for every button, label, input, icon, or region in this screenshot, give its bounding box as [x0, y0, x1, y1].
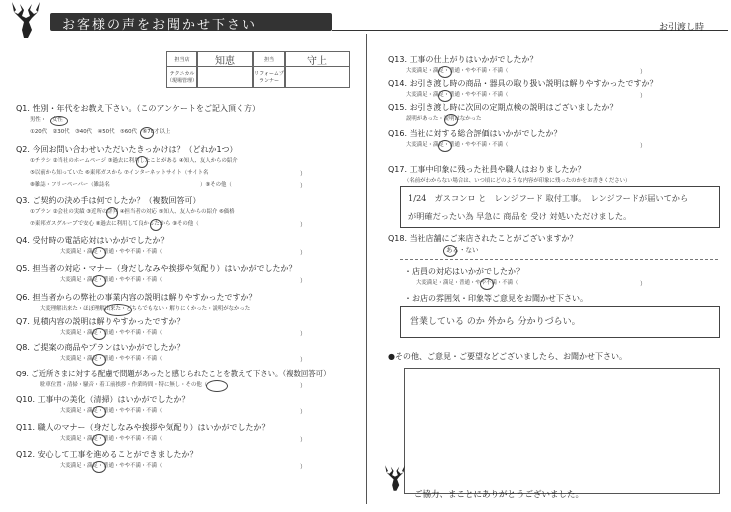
- q10-scale: 大変満足・満足・普通・やや不満・不満（: [60, 408, 163, 414]
- q5-label: Q5. 担当者の対応・マナー（身だしなみや挨拶や気配り）はいかがでしたか？: [16, 264, 297, 273]
- tech-label: テクニカル（現場管理）: [166, 66, 198, 88]
- q7-label: Q7. 見積内容の説明は解りやすかったですか？: [16, 317, 185, 326]
- q4-circle: [92, 247, 106, 259]
- q6-circle: [104, 304, 132, 316]
- q12-label: Q12. 安心して工事を進めることができましたか？: [16, 450, 198, 459]
- q17-handwriting-1: 1/24 ガスコンロ と レンジフード 取付工事。 レンジフードが届いてから: [408, 193, 689, 203]
- q9-label: Q9. ご近所さまに対する配慮で問題があったと感じられたことを教えて下さい。（複数回答可）: [16, 369, 331, 378]
- q2-opt3b: ）⑨その他（: [200, 182, 232, 188]
- q15-opts: 説明があった・説明はなかった: [406, 116, 482, 122]
- q1-gender-selected: 女性: [52, 117, 63, 123]
- q18-opts: ある・ない: [446, 246, 479, 254]
- staff-value-text: 守上: [307, 55, 327, 67]
- q4-label: Q4. 受付時の電話応対はいかがでしたか？: [16, 236, 169, 245]
- q14-label: Q14. お引き渡し時の商品・器具の取り扱い説明は解りやすかったですか？: [388, 79, 658, 88]
- header-title: お客様の声をお聞かせ下さい: [62, 18, 258, 33]
- q11-scale: 大変満足・満足・普通・やや不満・不満（: [60, 436, 163, 442]
- q8-scale: 大変満足・満足・普通・やや不満・不満（: [60, 356, 163, 362]
- q17-note: （名前がわからない場合は、いつ頃にどのような内容が印象に残ったのかをお書きください）: [404, 178, 631, 184]
- reform-label: リフォームプランナー: [252, 66, 286, 88]
- q8-label: Q8. ご提案の商品やプランはいかがでしたか？: [16, 343, 185, 352]
- q1-gender-circle: [50, 116, 68, 126]
- q3-opt1: ①プラン ②会社の実績 ③近所の評判 ④担当者の対応 ⑤知人、友人からの紹介 ⑥価格: [30, 209, 235, 215]
- q18a-label: ・店員の対応はいかがでしたか？: [404, 267, 524, 276]
- q14-scale: 大変満足・満足・普通・やや不満・不満（: [406, 92, 509, 98]
- staff-value: [284, 51, 350, 67]
- q2-paren1: ）: [300, 171, 307, 178]
- other-label: ●その他、ご意見・ご要望などございましたら、お聞かせ下さい。: [388, 352, 627, 361]
- q11-paren: ）: [300, 437, 307, 444]
- q10-label: Q10. 工事中の美化（清掃）はいかがでしたか？: [16, 395, 190, 404]
- q9-circle: [206, 380, 228, 392]
- q14-circle: [438, 90, 452, 102]
- center-divider: [366, 34, 367, 504]
- q1-age-circle: [140, 127, 154, 139]
- q13-scale: 大変満足・満足・普通・やや不満・不満（: [406, 68, 509, 74]
- q11-label: Q11. 職人のマナー（身だしなみや挨拶や気配り）はいかがでしたか？: [16, 423, 270, 432]
- q3-opt2: ⑦東邦ガスグループで安心 ⑧過去に利用して良かったから ⑨その他（: [30, 221, 199, 227]
- q2-circle: [136, 156, 148, 168]
- q18a-paren: ）: [640, 281, 647, 288]
- q8-circle: [92, 354, 106, 366]
- deer-logo-icon: [2, 0, 50, 40]
- tech-value: [196, 66, 254, 88]
- q18-label: Q18. 当社店舗にご来店されたことがございますか？: [388, 234, 578, 243]
- q15-circle: [444, 114, 458, 126]
- q17-handwriting-2: が明確だったい為 早急に 商品を 受け 対処いただけました。: [408, 211, 632, 221]
- q12-circle: [92, 461, 106, 473]
- deer-logo-bottom-icon: [378, 460, 412, 496]
- q4-scale: 大変満足・満足・普通・やや不満・不満（: [60, 249, 163, 255]
- q8-paren: ）: [300, 357, 307, 364]
- q16-scale: 大変満足・満足・普通・やや不満・不満（: [406, 142, 509, 148]
- reform-value: [284, 66, 350, 88]
- store-value-text: 知恵: [215, 55, 235, 67]
- q16-label: Q16. 当社に対する総合評価はいかがでしたか？: [388, 129, 562, 138]
- other-answer-box: [404, 368, 720, 494]
- q7-scale: 大変満足・満足・普通・やや不満・不満（: [60, 330, 163, 336]
- q5-paren: ）: [300, 278, 307, 285]
- q12-paren: ）: [300, 464, 307, 471]
- store-value: [196, 51, 254, 67]
- q4-paren: ）: [300, 250, 307, 257]
- q2-opt1: ①チラシ ②当社のホームページ ③過去に利用したことがある ④知人、友人からの紹介: [30, 158, 238, 164]
- q16-circle: [438, 140, 452, 152]
- q2-paren2: ）: [300, 183, 307, 190]
- q7-paren: ）: [300, 331, 307, 338]
- q3-paren: ）: [300, 222, 307, 229]
- q2-opt3: ⑧雑誌・フリーペーパー（雑誌名: [30, 182, 110, 188]
- q10-circle: [92, 406, 106, 418]
- q7-circle: [92, 328, 106, 340]
- q18a-circle: [480, 278, 494, 290]
- store-label: 担当店: [166, 51, 198, 67]
- q17-label: Q17. 工事中印象に残った社員や職人はおりましたか？: [388, 165, 586, 174]
- q3-circle-b: [150, 219, 162, 231]
- q6-opts: 大変理解出来た・ほぼ理解出来た・どちらでもない・解りにくかった・説明がなかった: [40, 306, 251, 312]
- q1-ages: ①20代 ②30代 ③40代 ④50代 ⑤60代 ⑥70才以上: [30, 129, 171, 135]
- q13-circle: [438, 66, 452, 78]
- q1-gender-prefix: 男性・: [30, 117, 47, 123]
- staff-label: 担当: [252, 51, 286, 67]
- q18a-scale: 大変満足・満足・普通・やや不満・不満（: [416, 280, 519, 286]
- q10-paren: ）: [300, 409, 307, 416]
- q13-label: Q13. 工事の仕上がりはいかがでしたか？: [388, 55, 538, 64]
- q5-scale: 大変満足・満足・普通・やや不満・不満（: [60, 277, 163, 283]
- q5-circle: [92, 275, 106, 287]
- q2-opt2: ⑤以前から知っていた ⑥東邦ガスから ⑦インターネットサイト（サイト名: [30, 170, 209, 176]
- q18b-label: ・お店の雰囲気・印象等ご意見をお聞かせ下さい。: [404, 294, 588, 303]
- thanks-text: ご協力、まことにありがとうございました。: [414, 490, 585, 500]
- q18-circle: [443, 245, 457, 257]
- header-right-label: お引渡し時: [659, 23, 705, 33]
- q18-underline: [400, 259, 718, 260]
- q11-circle: [92, 434, 106, 446]
- q16-paren: ）: [640, 143, 647, 150]
- q14-paren: ）: [640, 93, 647, 100]
- q2-label: Q2. 今回お問い合わせいただいたきっかけは？（どれか1つ）: [16, 145, 238, 154]
- q6-label: Q6. 担当者からの弊社の事業内容の説明は解りやすかったですか？: [16, 293, 257, 302]
- q9-opts: 駐車位置・清掃・騒音・着工前挨拶・作業時間・特に無し・その他（: [40, 382, 208, 388]
- q15-label: Q15. お引き渡し時に次回の定期点検の説明はございましたか？: [388, 103, 618, 112]
- q18b-handwriting: 営業している のか 外から 分かりづらい。: [410, 317, 581, 327]
- q3-circle-a: [106, 207, 118, 219]
- q3-label: Q3. ご契約の決め手は何でしたか？（複数回答可）: [16, 196, 201, 205]
- q9-paren: ）: [300, 383, 307, 390]
- q1-label: Q1. 性別・年代をお教え下さい。（このアンケートをご記入頂く方）: [16, 104, 260, 113]
- q12-scale: 大変満足・満足・普通・やや不満・不満（: [60, 463, 163, 469]
- q13-paren: ）: [640, 69, 647, 76]
